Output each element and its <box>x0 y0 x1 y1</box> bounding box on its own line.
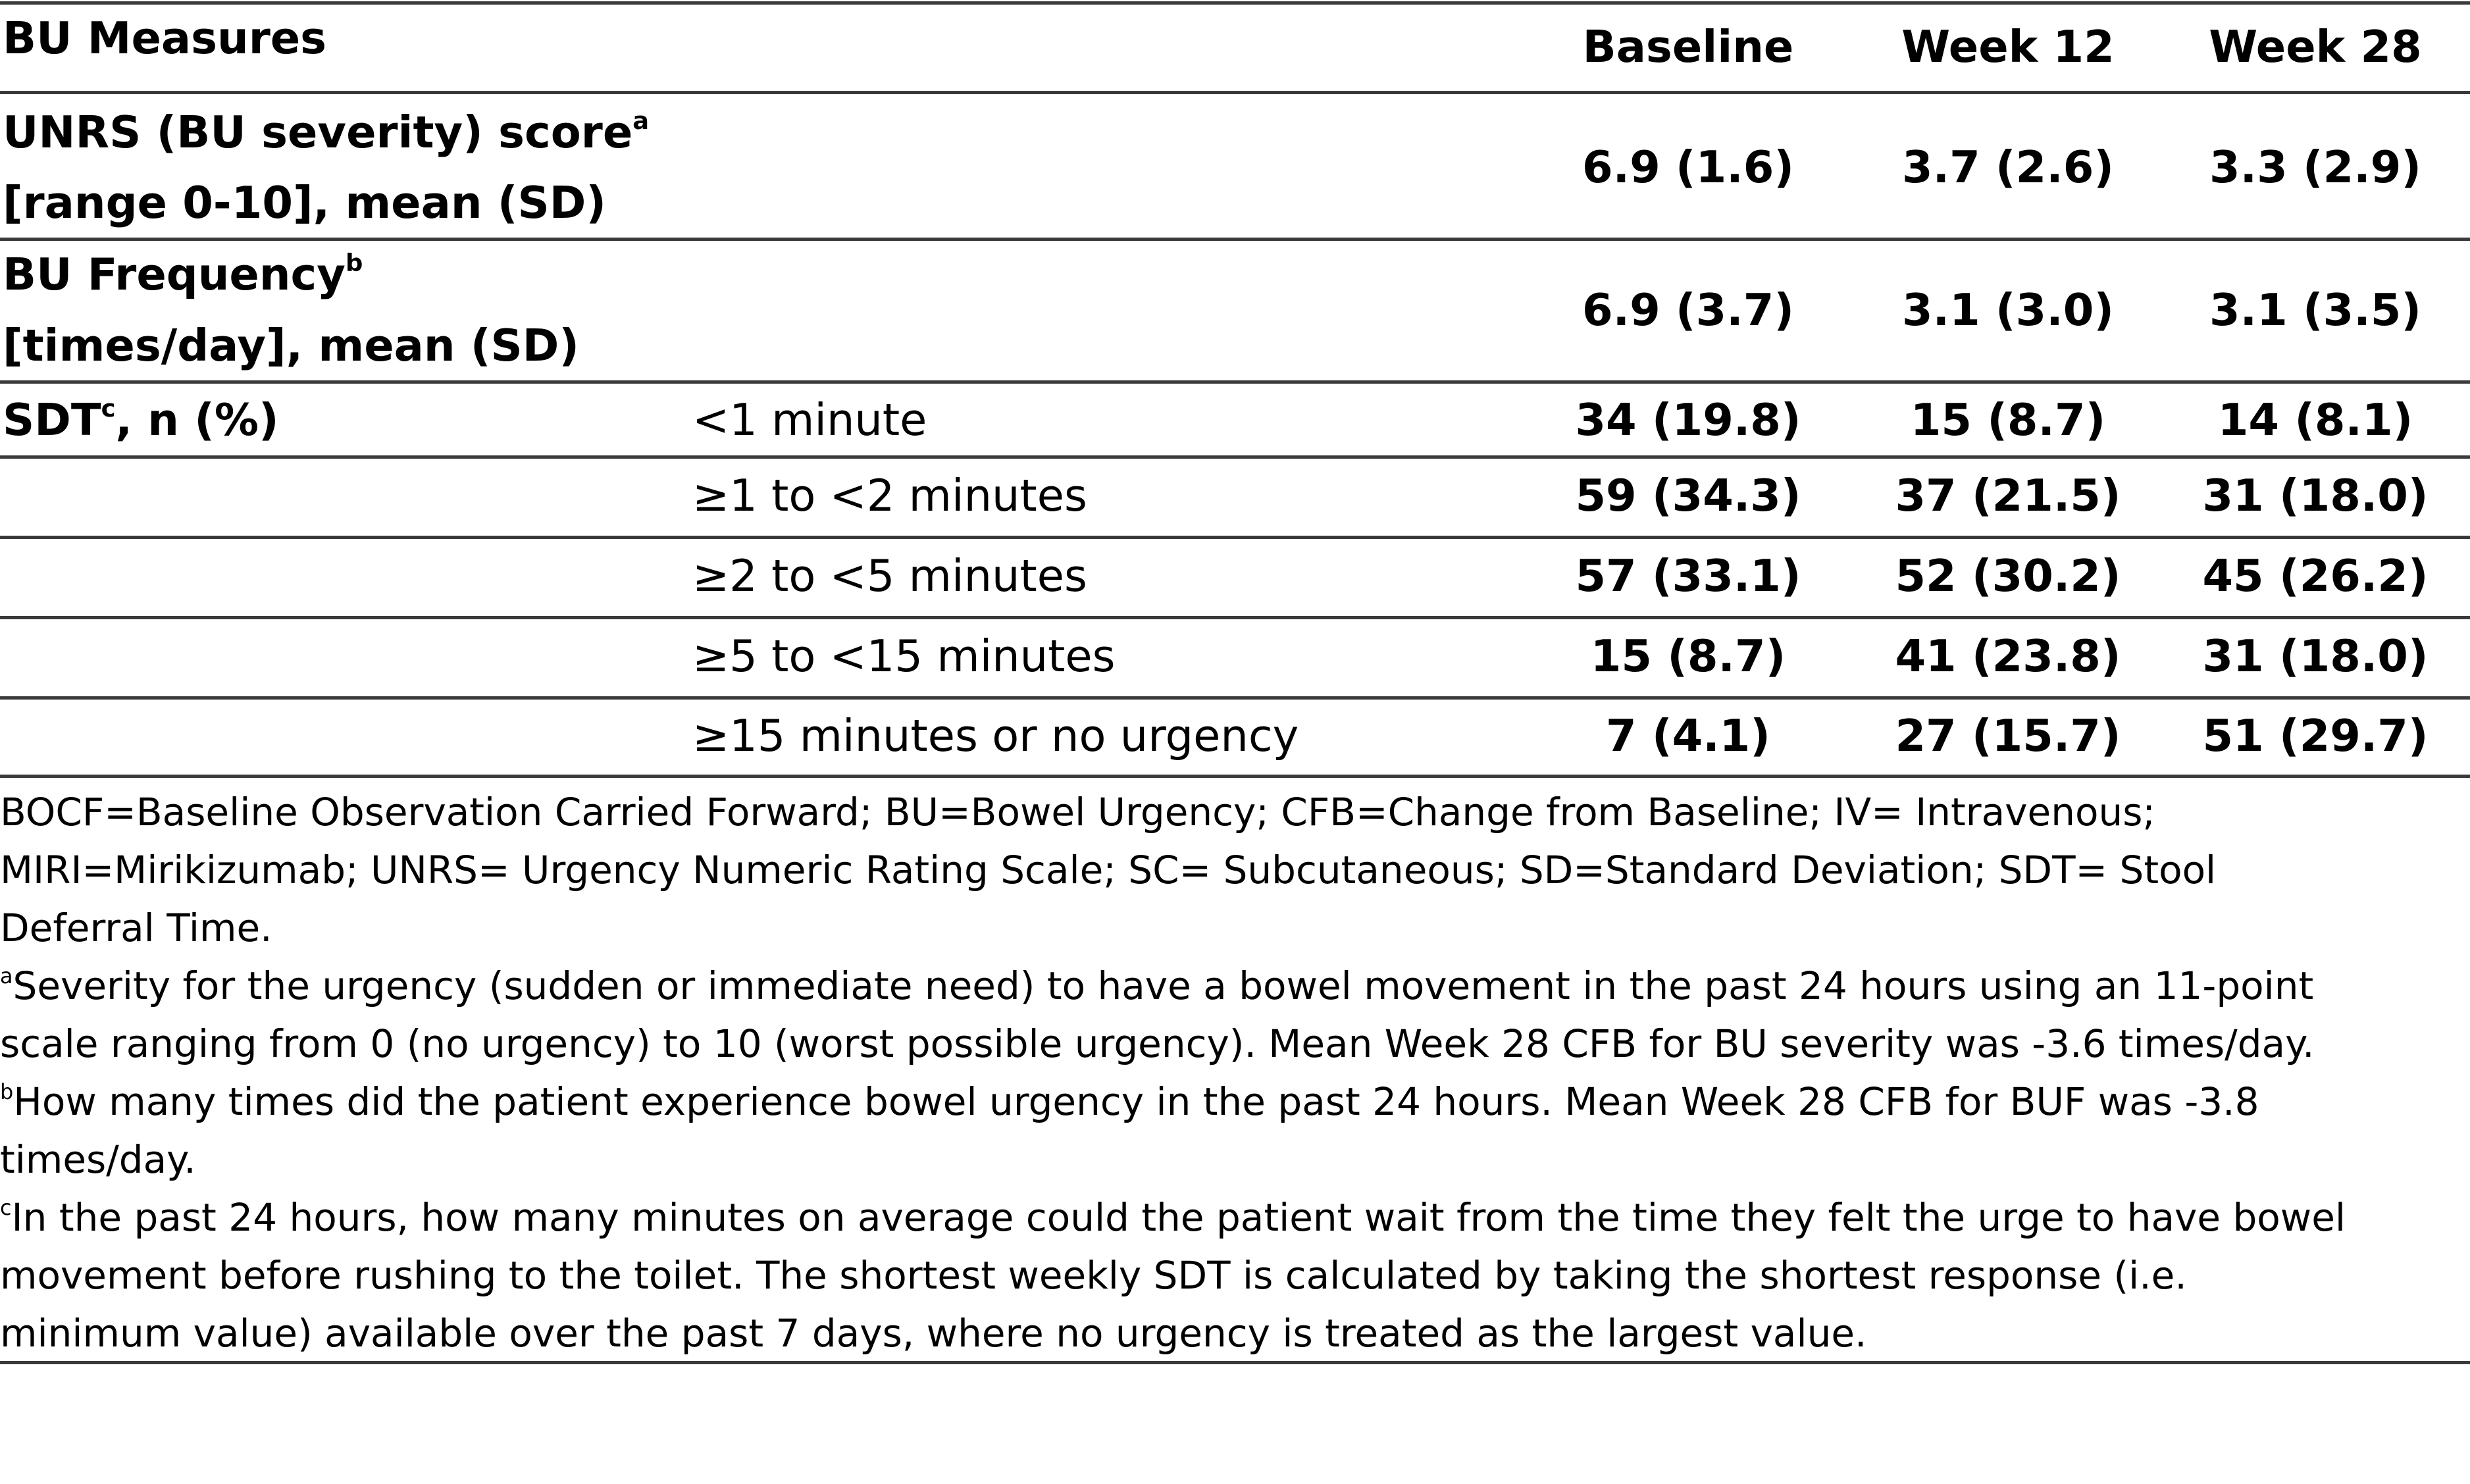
footnote-c-text-1: In the past 24 hours, how many minutes on average could the patient wait from the time they felt the urge to have bowel <box>11 1195 2346 1240</box>
footnote-a-text-1: Severity for the urgency (sudden or immediate need) to have a bowel movement in the past 24 hours using an 11-point <box>13 963 2314 1008</box>
frequency-week12: 3.1 (3.0) <box>1902 284 2114 336</box>
sdt-3-week28: 45 (26.2) <box>2202 550 2429 601</box>
sdt-3-baseline: 57 (33.1) <box>1575 550 1801 601</box>
footnote-c-marker: c <box>0 1195 12 1221</box>
row-label-sdt <box>3 394 279 446</box>
footnote-marker-a: a <box>632 107 650 136</box>
sdt-5-week12: 27 (15.7) <box>1895 710 2121 761</box>
sdt-5-baseline: 7 (4.1) <box>1606 710 1770 761</box>
sdt-category-5: ≥15 minutes or no urgency <box>692 710 1299 761</box>
row-rule-unrs <box>0 238 2470 241</box>
sdt-2-week12: 37 (21.5) <box>1895 470 2121 521</box>
unrs-baseline: 6.9 (1.6) <box>1582 141 1794 193</box>
row-rule-frequency <box>0 380 2470 384</box>
footnote-b-line-1 <box>0 1073 2461 1137</box>
footnote-b-line-2: times/day. <box>0 1137 196 1182</box>
sdt-category-2: ≥1 to <2 minutes <box>692 470 1087 521</box>
sdt-4-baseline: 15 (8.7) <box>1590 630 1786 682</box>
footnote-abbrev-line-1: BOCF=Baseline Observation Carried Forward; BU=Bowel Urgency; CFB=Change from Baseline; IV= Intravenous; <box>0 790 2155 834</box>
sdt-2-baseline: 59 (34.3) <box>1575 470 1801 521</box>
footnote-a-line-1 <box>0 957 2461 1021</box>
frequency-baseline: 6.9 (3.7) <box>1582 284 1794 336</box>
sdt-5-week28: 51 (29.7) <box>2202 710 2429 761</box>
sdt-category-4: ≥5 to <15 minutes <box>692 630 1116 682</box>
row-label-bu-frequency <box>3 249 363 300</box>
sdt-1-week28: 14 (8.1) <box>2217 394 2413 446</box>
footnote-b-marker: b <box>0 1079 14 1105</box>
footnote-abbrev-line-3: Deferral Time. <box>0 906 272 950</box>
footnote-c-line-2: movement before rushing to the toilet. The shortest weekly SDT is calculated by taking the shortest response (i.e. <box>0 1253 2187 1298</box>
header-week12: Week 12 <box>1901 21 2115 72</box>
sdt-2-week28: 31 (18.0) <box>2202 470 2429 521</box>
header-bottom-rule <box>0 91 2470 94</box>
footnote-abbrev-line-2: MIRI=Mirikizumab; UNRS= Urgency Numeric Rating Scale; SC= Subcutaneous; SD=Standard Deviation; SDT= Stool <box>0 848 2217 892</box>
row-label-unrs-range: [range 0-10], mean (SD) <box>3 177 606 228</box>
sdt-1-baseline: 34 (19.8) <box>1575 394 1801 446</box>
sdt-1-week12: 15 (8.7) <box>1910 394 2106 446</box>
footnote-marker-c: c <box>101 394 116 423</box>
table-bottom-rule <box>0 775 2470 778</box>
row-label-bu-frequency-line1: BU Frequency <box>3 249 346 300</box>
row-rule-sdt-2 <box>0 536 2470 539</box>
row-label-sdt-suffix: , n (%) <box>115 394 279 446</box>
footnote-b-text-1: How many times did the patient experience bowel urgency in the past 24 hours. Mean Week 28 CFB for BUF was -3.8 <box>13 1079 2259 1124</box>
header-week28: Week 28 <box>2209 21 2422 72</box>
sdt-4-week28: 31 (18.0) <box>2202 630 2429 682</box>
header-baseline: Baseline <box>1582 21 1794 72</box>
unrs-week12: 3.7 (2.6) <box>1902 141 2114 193</box>
footnote-a-marker: a <box>0 963 13 989</box>
footnote-marker-b: b <box>345 249 363 278</box>
row-label-unrs-line1: UNRS (BU severity) score <box>3 107 633 158</box>
sdt-category-1: <1 minute <box>692 394 927 446</box>
header-bu-measures: BU Measures <box>3 13 327 64</box>
table-top-rule <box>0 1 2470 5</box>
row-rule-sdt-4 <box>0 696 2470 700</box>
row-label-unrs <box>3 107 650 158</box>
sdt-3-week12: 52 (30.2) <box>1895 550 2121 601</box>
sdt-4-week12: 41 (23.8) <box>1895 630 2121 682</box>
row-rule-sdt-1 <box>0 455 2470 459</box>
sdt-category-3: ≥2 to <5 minutes <box>692 550 1087 601</box>
unrs-week28: 3.3 (2.9) <box>2209 141 2421 193</box>
footnote-a-line-2: scale ranging from 0 (no urgency) to 10 (worst possible urgency). Mean Week 28 CFB for BU severity was -3.6 times/day. <box>0 1021 2315 1066</box>
frequency-week28: 3.1 (3.5) <box>2209 284 2421 336</box>
row-label-sdt-text: SDT <box>3 394 101 446</box>
footnote-c-line-1 <box>0 1189 2461 1252</box>
row-rule-sdt-3 <box>0 616 2470 619</box>
footnote-c-line-3: minimum value) available over the past 7 days, where no urgency is treated as the largest value. <box>0 1311 1867 1356</box>
row-label-bu-frequency-unit: [times/day], mean (SD) <box>3 320 580 371</box>
